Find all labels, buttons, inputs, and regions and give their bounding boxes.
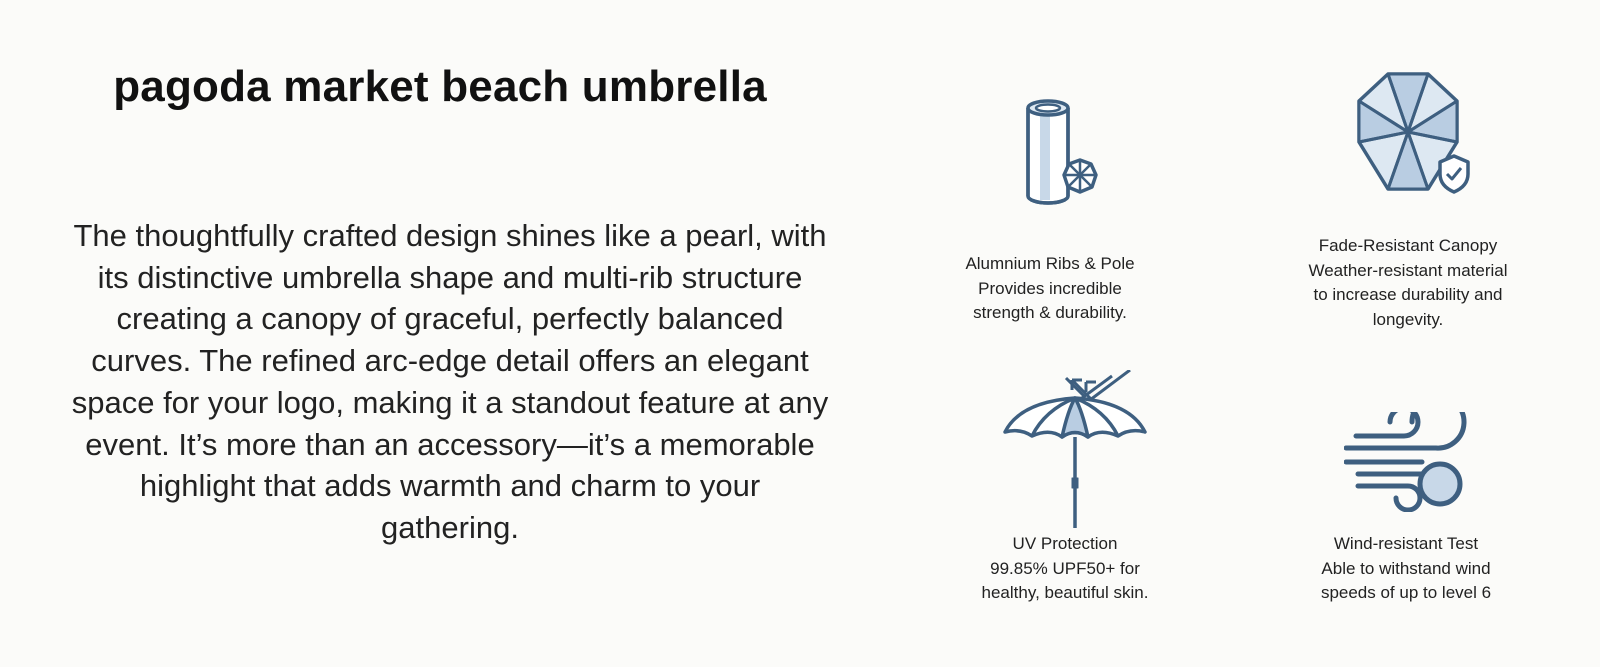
umbrella-shield-icon — [1346, 70, 1476, 200]
feature-aluminium — [920, 70, 1180, 330]
feature-wind-caption — [1276, 532, 1536, 606]
product-description: The thoughtfully crafted design shines like a pearl, with its distinctive umbrella shape and multi-rib structure creating a canopy of graceful, perfectly balanced curves. The refined arc-edge detail offers an elegant space for your logo, making it a standout feature at any event. It’s more than an accessory—it’s a memorable highlight that adds warmth and charm to your gathering. — [71, 218, 829, 545]
feature-description: Able to withstand wind speeds of up to level 6 — [1320, 558, 1492, 602]
feature-fade-resistant-caption — [1278, 234, 1538, 332]
uv-umbrella-icon — [1000, 370, 1150, 535]
feature-uv-caption — [935, 532, 1195, 606]
feature-aluminium-caption — [920, 252, 1180, 326]
feature-description: Provides incredible strength & durability. — [973, 278, 1127, 322]
page-title: pagoda market beach umbrella — [113, 62, 767, 111]
feature-title: UV Protection — [1012, 534, 1118, 553]
feature-title: Wind-resistant Test — [1333, 534, 1479, 553]
feature-description: Weather-resistant material to increase durability and longevity. — [1308, 260, 1508, 329]
feature-uv-protection — [935, 370, 1195, 620]
wind-icon — [1344, 412, 1474, 517]
feature-description: 99.85% UPF50+ for healthy, beautiful skin. — [981, 558, 1149, 602]
aluminium-tube-icon — [1020, 96, 1110, 216]
feature-wind-resistant — [1276, 400, 1536, 620]
feature-fade-resistant — [1278, 70, 1538, 340]
feature-title: Alumnium Ribs & Pole — [965, 254, 1135, 273]
feature-title: Fade-Resistant Canopy — [1318, 236, 1498, 255]
